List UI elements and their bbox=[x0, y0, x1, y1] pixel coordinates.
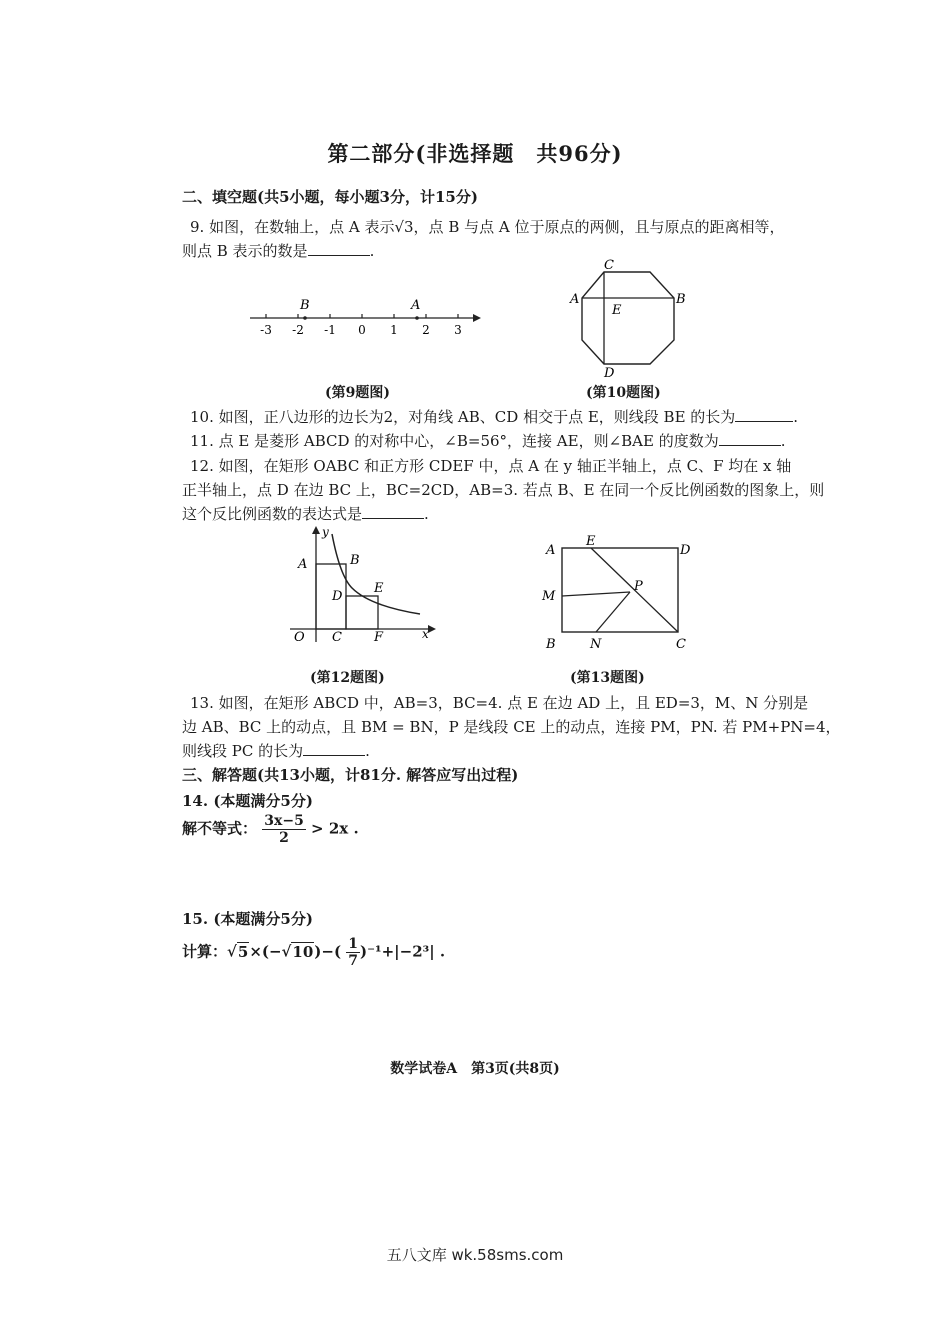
label-n: N bbox=[590, 637, 602, 652]
q14-heading: 14. (本题满分5分) bbox=[182, 792, 313, 810]
q12-line2: 正半轴上，点 D 在边 BC 上，BC=2CD，AB=3. 若点 B、E 在同一个反比例函数的图象上，则 bbox=[182, 481, 825, 499]
label-p: P bbox=[634, 579, 643, 594]
tick-label: -2 bbox=[292, 323, 304, 337]
tick-label: -3 bbox=[260, 323, 272, 337]
q9-line2: 则点 B 表示的数是 . bbox=[182, 242, 375, 260]
sqrt-symbol: √ bbox=[227, 942, 237, 961]
label-b: B bbox=[300, 298, 310, 313]
q12-line1: 12. 如图，在矩形 OABC 和正方形 CDEF 中，点 A 在 y 轴正半轴上，点 C、F 均在 x 轴 bbox=[190, 457, 792, 475]
q12-caption: (第12题图) bbox=[310, 670, 385, 686]
label-x: x bbox=[422, 627, 429, 641]
label-m: M bbox=[542, 589, 556, 604]
q15-fraction: $\frac{1}{7}$ bbox=[348, 936, 359, 969]
label-d: D bbox=[604, 366, 615, 378]
section-fill-blank-heading: 二、填空题(共5小题，每小题3分，计15分) bbox=[182, 188, 478, 206]
q15-problem: 计算：√5×(−√10)−( $\frac{1}{7}$ )⁻¹+|−2³| . bbox=[182, 936, 446, 969]
tick-label: 2 bbox=[422, 323, 430, 337]
number-line-figure bbox=[245, 292, 485, 340]
q14-fraction: $\frac{3x-5}{2}$ bbox=[264, 813, 304, 846]
label-f: F bbox=[374, 630, 384, 645]
label-e: E bbox=[586, 534, 596, 549]
label-d: D bbox=[332, 589, 343, 604]
q13-line3: 则线段 PC 的长为 . bbox=[182, 742, 370, 760]
q13-answer-blank bbox=[303, 754, 365, 756]
q12-answer-blank bbox=[362, 517, 424, 519]
inverse-function-figure bbox=[282, 524, 442, 650]
q13-line1: 13. 如图，在矩形 ABCD 中，AB=3，BC=4. 点 E 在边 AD 上，且 ED=3，M、N 分别是 bbox=[190, 694, 809, 712]
tick-label: 1 bbox=[390, 323, 398, 337]
q11-text: 11. 点 E 是菱形 ABCD 的对称中心，∠B=56°，连接 AE，则∠BAE 的度数为 . bbox=[190, 432, 786, 450]
watermark-text: 五八文库 wk.58sms.com bbox=[386, 1246, 564, 1264]
label-a: A bbox=[298, 557, 308, 572]
label-o: O bbox=[294, 630, 305, 645]
tick-label: 3 bbox=[454, 323, 462, 337]
label-e: E bbox=[374, 581, 384, 596]
q15-heading: 15. (本题满分5分) bbox=[182, 910, 313, 928]
q9-caption: (第9题图) bbox=[325, 385, 390, 401]
label-a: A bbox=[546, 543, 556, 558]
page-title: 第二部分(非选择题 共96分) bbox=[327, 141, 623, 166]
q13-caption: (第13题图) bbox=[570, 670, 645, 686]
point-a-dot bbox=[415, 316, 419, 320]
page-footer: 数学试卷A 第3页(共8页) bbox=[390, 1061, 560, 1077]
label-a: A bbox=[411, 298, 421, 313]
label-c: C bbox=[676, 637, 686, 652]
q12-line3: 这个反比例函数的表达式是 . bbox=[182, 505, 429, 523]
point-b-dot bbox=[303, 316, 307, 320]
label-b: B bbox=[350, 553, 360, 568]
tick-label: -1 bbox=[324, 323, 336, 337]
section-solve-heading: 三、解答题(共13小题，计81分. 解答应写出过程) bbox=[182, 766, 519, 784]
label-d: D bbox=[680, 543, 691, 558]
label-a: A bbox=[570, 292, 580, 307]
rectangle-figure bbox=[538, 530, 698, 656]
label-b: B bbox=[676, 292, 686, 307]
q10-answer-blank bbox=[735, 420, 793, 422]
tick-label: 0 bbox=[358, 323, 366, 337]
q13-line2: 边 AB、BC 上的动点，且 BM = BN，P 是线段 CE 上的动点，连接 PM，PN. 若 PM+PN=4， bbox=[182, 718, 841, 736]
label-e: E bbox=[612, 303, 622, 318]
q9-answer-blank bbox=[308, 254, 370, 256]
octagon-figure bbox=[568, 256, 698, 378]
q11-answer-blank bbox=[719, 444, 781, 446]
q9-line1: 9. 如图，在数轴上，点 A 表示√3，点 B 与点 A 位于原点的两侧，且与原点的距离相等， bbox=[190, 218, 785, 236]
label-c: C bbox=[604, 258, 614, 273]
q14-problem: 解不等式： $\frac{3x-5}{2}$ > 2x . bbox=[182, 813, 359, 846]
q10-caption: (第10题图) bbox=[586, 385, 661, 401]
label-b: B bbox=[546, 637, 556, 652]
sqrt-symbol: √ bbox=[281, 942, 292, 961]
q10-text: 10. 如图，正八边形的边长为2，对角线 AB、CD 相交于点 E，则线段 BE 的长为 . bbox=[190, 408, 799, 426]
label-c: C bbox=[332, 630, 342, 645]
label-y: y bbox=[322, 525, 329, 539]
